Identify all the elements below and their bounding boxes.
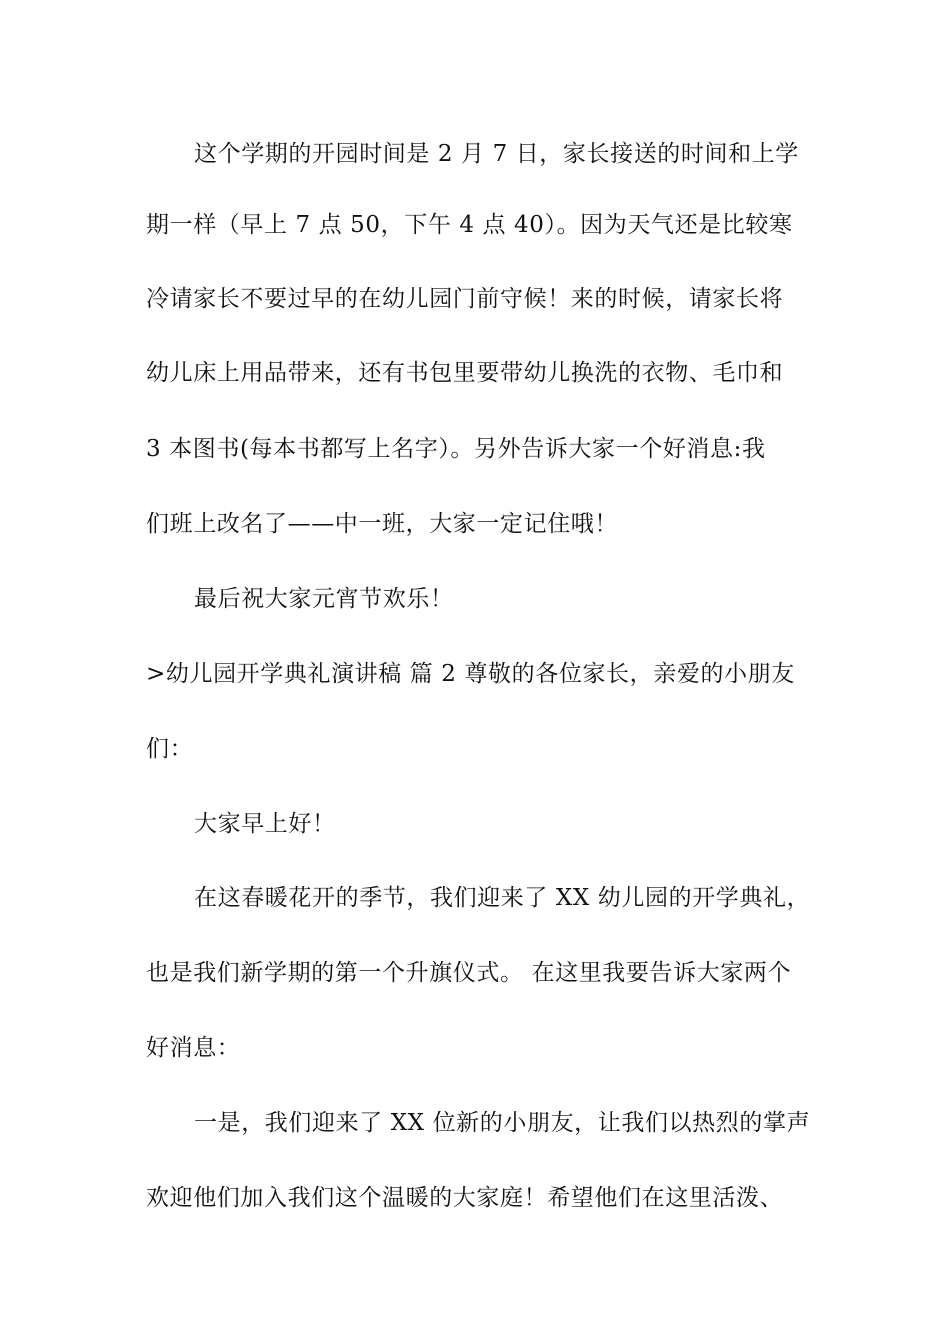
paragraph-line: 在这春暖花开的季节，我们迎来了 XX 幼儿园的开学典礼， bbox=[194, 885, 811, 911]
paragraph-line: 也是我们新学期的第一个升旗仪式。 在这里我要告诉大家两个 bbox=[146, 960, 792, 986]
closing-line: 最后祝大家元宵节欢乐！ bbox=[194, 586, 454, 612]
section-heading-line: >幼儿园开学典礼演讲稿 篇 2 尊敬的各位家长，亲爱的小朋友 bbox=[146, 661, 795, 687]
greeting-line: 大家早上好！ bbox=[194, 811, 336, 837]
paragraph-line: 冷请家长不要过早的在幼儿园门前守候！来的时候，请家长将 bbox=[146, 286, 784, 312]
paragraph-line: 欢迎他们加入我们这个温暖的大家庭！希望他们在这里活泼、 bbox=[146, 1185, 784, 1211]
paragraph-line: 幼儿床上用品带来，还有书包里要带幼儿换洗的衣物、毛巾和 bbox=[146, 360, 784, 386]
paragraph-line: 期一样（早上 7 点 50，下午 4 点 40）。因为天气还是比较寒 bbox=[146, 212, 793, 238]
paragraph-line: 一是，我们迎来了 XX 位新的小朋友，让我们以热烈的掌声 bbox=[194, 1110, 811, 1136]
paragraph-line: 们： bbox=[146, 736, 194, 762]
paragraph-line: 好消息： bbox=[146, 1035, 241, 1061]
paragraph-line: 们班上改名了——中一班，大家一定记住哦！ bbox=[146, 511, 618, 537]
paragraph-line: 3 本图书(每本书都写上名字）。另外告诉大家一个好消息:我 bbox=[146, 436, 766, 462]
paragraph-line: 这个学期的开园时间是 2 月 7 日，家长接送的时间和上学 bbox=[194, 141, 799, 167]
